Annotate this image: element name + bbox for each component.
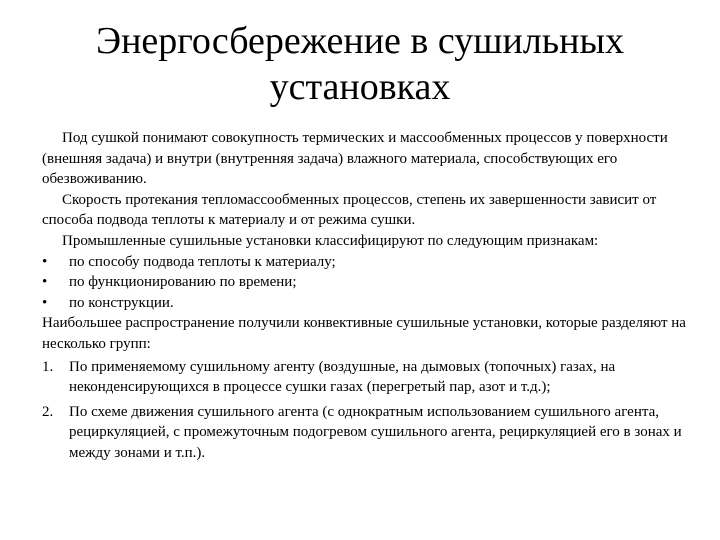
numbered-text: По схеме движения сушильного агента (с однократным использованием сушильного агента, рециркуляцией, с промежуточным подогревом сушильного агента, рециркуляцией его в зонах и между зонами и т.п.). [69,403,682,461]
paragraph-classification: Промышленные сушильные установки классифицируют по следующим признакам: [62,232,599,249]
paragraph-definition: Под сушкой понимают совокупность термических и массообменных процессов у поверхности (внешняя задача) и внутри (внутренняя задача) влажного материала, способствующих его обезвоживанию. [42,130,668,188]
paragraph-speed: Скорость протекания тепломассообменных процессов, степень их завершенности зависит от способа подвода теплоты к материалу и от режима сушки. [42,191,657,229]
slide-title-line-2: установках [269,66,451,108]
numbered-marker: 2. [42,403,54,420]
numbered-marker: 1. [42,358,54,375]
numbered-item [42,402,692,464]
bullet-text: по способу подвода теплоты к материалу; [69,253,336,270]
paragraph-convective: Наибольшее распространение получили конвективные сушильные установки, которые разделяют на несколько групп: [42,315,686,352]
bullet-item [42,252,692,273]
bullet-text: по конструкции. [69,294,174,311]
bullet-item [42,293,692,314]
numbered-text: По применяемому сушильному агенту (воздушные, на дымовых (топочных) газах, на неконденсирующихся в процессе сушки газах (перегретый пар, азот и т.д.); [69,358,616,396]
numbered-item [42,357,692,398]
bullet-marker: • [42,294,48,311]
slide-body [42,128,692,464]
bullet-item [42,272,692,293]
slide-title-line-1: Энергосбережение в сушильных [96,20,624,62]
bullet-marker: • [42,274,48,291]
slide-title [40,18,680,110]
bullet-text: по функционированию по времени; [69,274,297,291]
bullet-marker: • [42,253,48,270]
